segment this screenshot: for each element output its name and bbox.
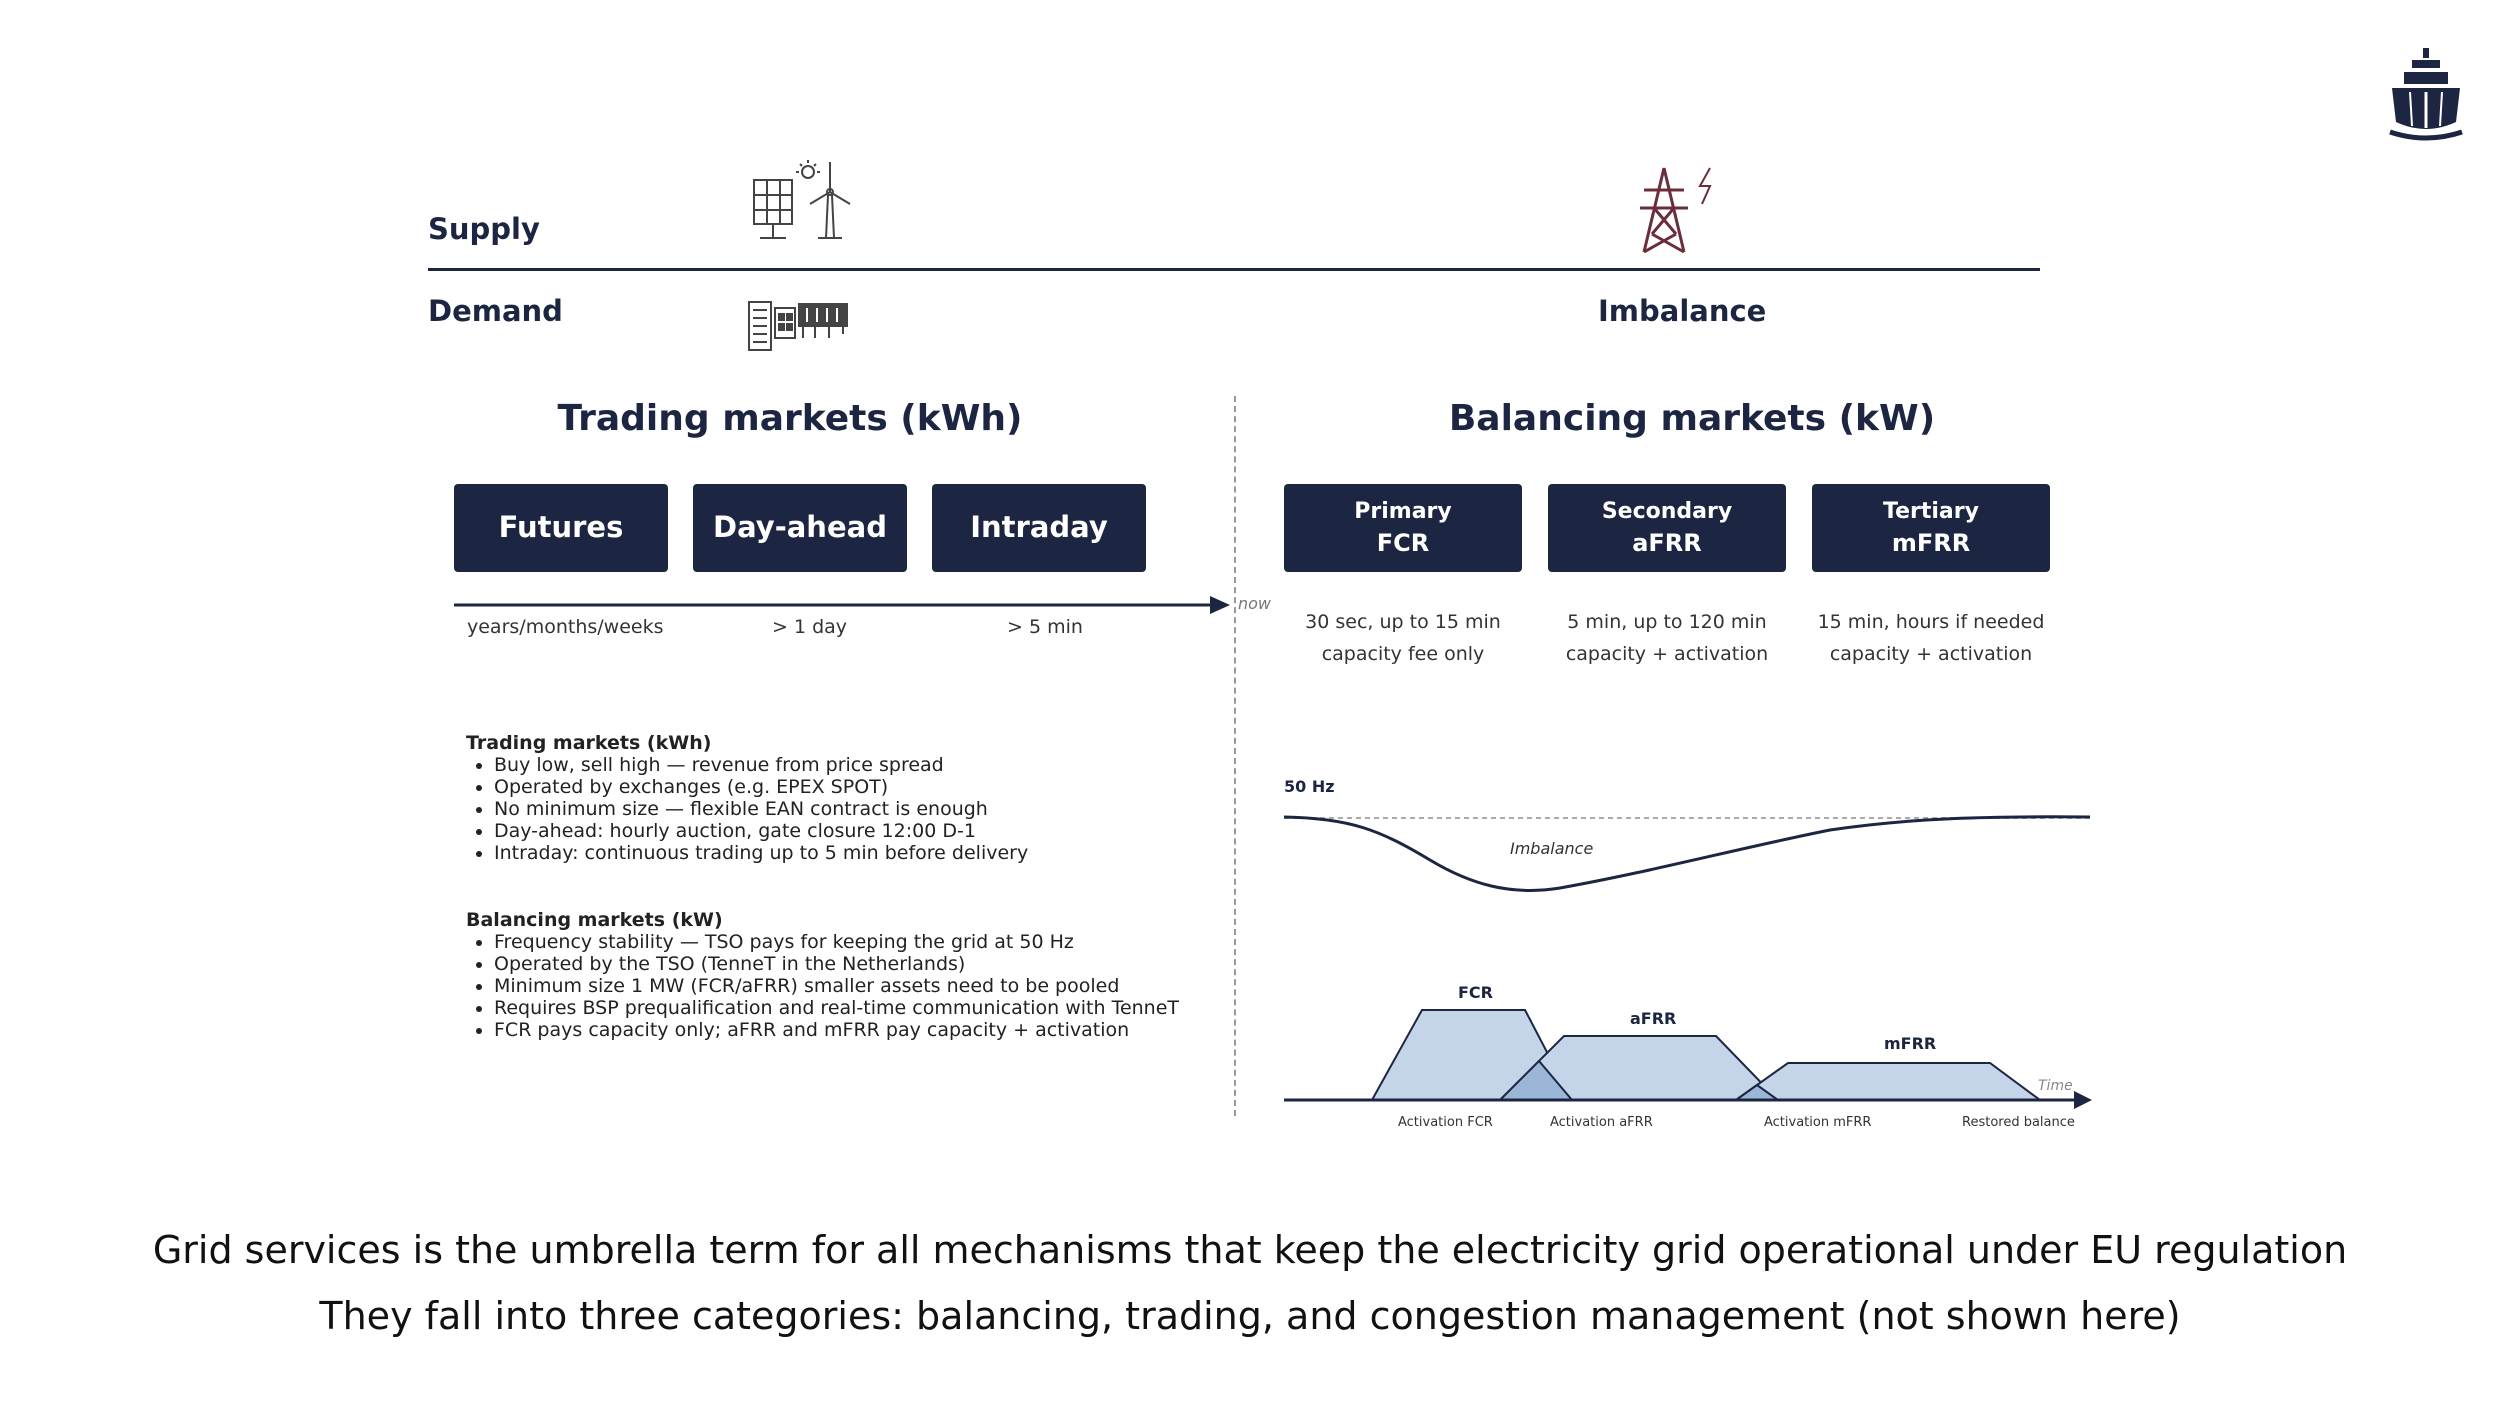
imbalance-curve-label: Imbalance [1510, 839, 1594, 858]
secondary-desc [1548, 606, 1786, 670]
supply-label: Supply [428, 212, 540, 246]
balancing-notes [466, 909, 1226, 1041]
day-ahead-box: Day-ahead [693, 484, 907, 572]
futures-box: Futures [454, 484, 668, 572]
list-item: • Intraday: continuous trading up to 5 min before delivery [494, 842, 1206, 864]
trading-notes [466, 732, 1206, 864]
list-item: • No minimum size — flexible EAN contract is enough [494, 798, 1206, 820]
now-label: now [1238, 594, 1272, 613]
ship-logo-icon [2386, 44, 2466, 148]
freq-label: 50 Hz [1284, 777, 1335, 796]
caption-line-1: Grid services is the umbrella term for all mechanisms that keep the electricity grid operational under EU regulation [152, 1228, 2348, 1272]
secondary-afrr-box [1548, 484, 1786, 572]
timeline-label-day-ahead: > 1 day [772, 616, 848, 638]
power-pylon-icon [1636, 164, 1726, 256]
trading-notes-heading: Trading markets (kWh) [466, 732, 712, 754]
trading-title: Trading markets (kWh) [557, 398, 1023, 439]
primary-fcr-box [1284, 484, 1522, 572]
axis-label-restored-balance: Restored balance [1962, 1115, 2075, 1130]
list-item: • Operated by exchanges (e.g. EPEX SPOT) [494, 776, 1206, 798]
tertiary-box-line1: Tertiary [1883, 498, 1979, 524]
list-item: • Day-ahead: hourly auction, gate closure 12:00 D-1 [494, 820, 1206, 842]
secondary-box-line1: Secondary [1601, 498, 1733, 524]
timeline-label-intraday: > 5 min [1007, 616, 1083, 638]
axis-label-activation-afrr: Activation aFRR [1550, 1115, 1653, 1130]
solar-wind-icon [750, 158, 855, 244]
demand-label: Demand [428, 294, 563, 328]
list-item: • Requires BSP prequalification and real-time communication with TenneT [494, 997, 1226, 1019]
trading-notes-list [466, 754, 1206, 864]
primary-box-line2: FCR [1376, 528, 1430, 557]
list-item: • Operated by the TSO (TenneT in the Netherlands) [494, 953, 1226, 975]
time-label: Time [2038, 1078, 2073, 1094]
tertiary-box-line2: mFRR [1891, 528, 1971, 557]
secondary-desc-line1: 5 min, up to 120 min [1567, 611, 1767, 633]
afrr-label: aFRR [1630, 1009, 1677, 1028]
list-item: • Minimum size 1 MW (FCR/aFRR) smaller assets need to be pooled [494, 975, 1226, 997]
factory-icon [745, 298, 851, 354]
secondary-desc-line2: capacity + activation [1565, 643, 1769, 665]
list-item: • Buy low, sell high — revenue from price spread [494, 754, 1206, 776]
supply-demand-divider [428, 268, 2040, 271]
timeline-label-futures: years/months/weeks [467, 616, 664, 638]
axis-label-activation-mfrr: Activation mFRR [1764, 1115, 1872, 1130]
now-separator-line [1234, 396, 1236, 1116]
primary-desc-line1: 30 sec, up to 15 min [1305, 611, 1501, 633]
axis-label-activation-fcr: Activation FCR [1398, 1115, 1493, 1130]
tertiary-desc-line2: capacity + activation [1829, 643, 2033, 665]
balancing-notes-heading: Balancing markets (kW) [466, 909, 723, 931]
list-item: • FCR pays capacity only; aFRR and mFRR pay capacity + activation [494, 1019, 1226, 1041]
mfrr-area [1736, 1063, 2040, 1100]
tertiary-mfrr-box [1812, 484, 2050, 572]
tertiary-desc-line1: 15 min, hours if needed [1817, 611, 2045, 633]
intraday-box: Intraday [932, 484, 1146, 572]
list-item: • Frequency stability — TSO pays for keeping the grid at 50 Hz [494, 931, 1226, 953]
balancing-notes-list [466, 931, 1226, 1041]
mfrr-label: mFRR [1884, 1034, 1937, 1053]
caption-line-2: They fall into three categories: balancing, trading, and congestion management (not shown here) [319, 1294, 2181, 1338]
imbalance-label: Imbalance [1598, 294, 1767, 328]
tertiary-desc [1812, 606, 2050, 670]
time-axis-arrowhead [2074, 1091, 2092, 1109]
primary-desc-line2: capacity fee only [1321, 643, 1485, 665]
primary-desc [1284, 606, 1522, 670]
balancing-title: Balancing markets (kW) [1448, 398, 1936, 439]
imbalance-curve [1284, 817, 2090, 891]
frequency-activation-diagram [1270, 770, 2100, 1140]
fcr-label: FCR [1458, 983, 1493, 1002]
secondary-box-line2: aFRR [1632, 528, 1702, 557]
primary-box-line1: Primary [1354, 498, 1452, 524]
